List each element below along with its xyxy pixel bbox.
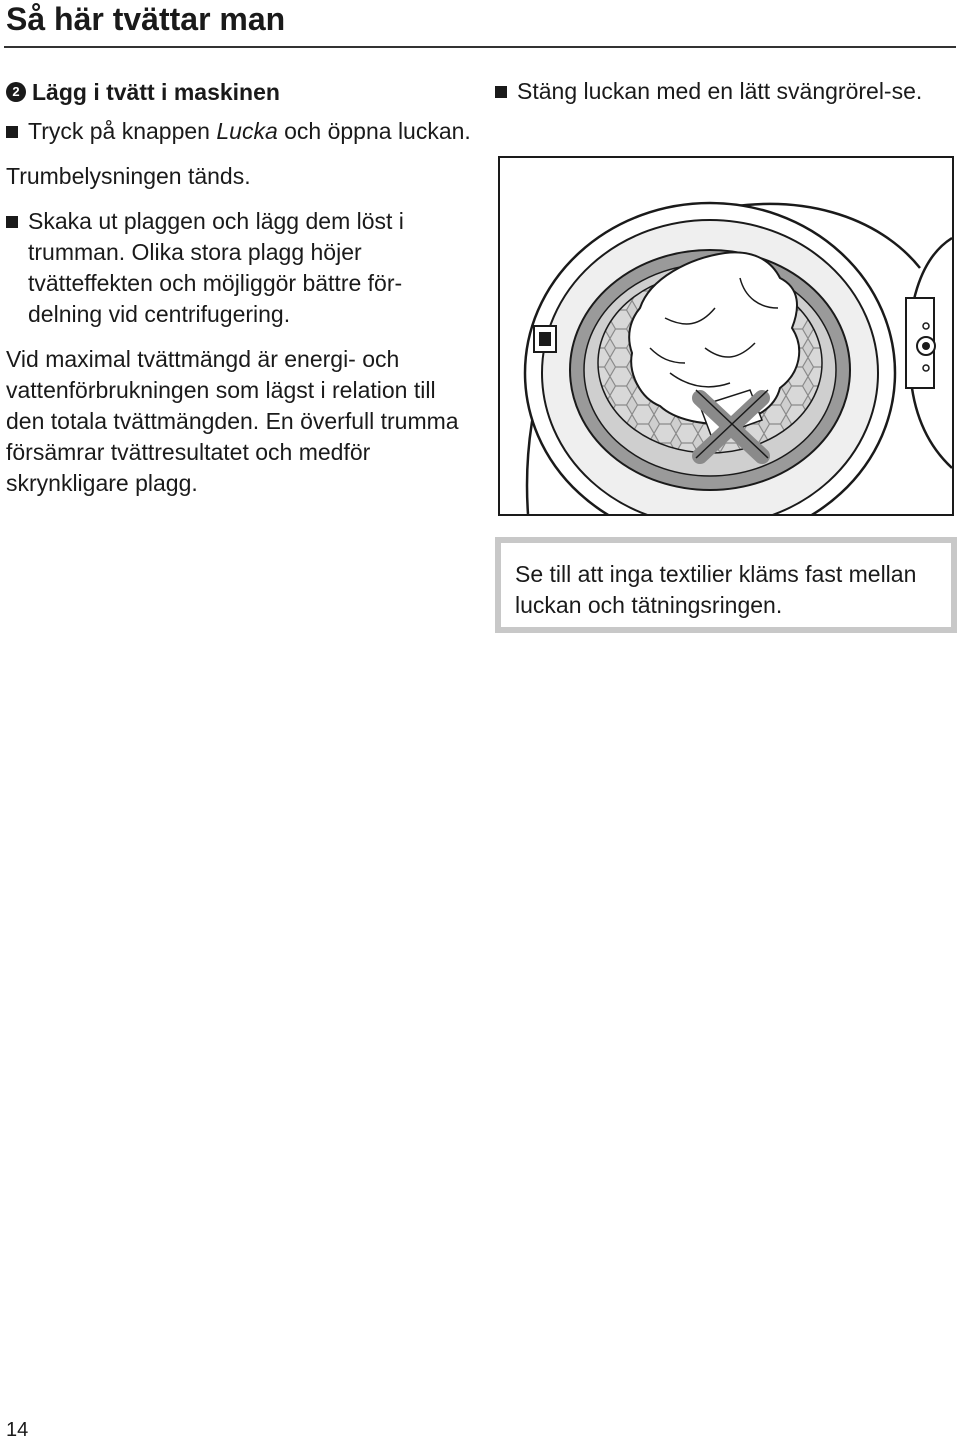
section-heading (6, 76, 476, 108)
step-number-badge: 2 (6, 82, 26, 102)
title-divider (4, 46, 956, 48)
bullet-open-door-suffix: och öppna luckan. (277, 118, 471, 144)
button-name-lucka: Lucka (216, 118, 278, 144)
section-heading-text: Lägg i tvätt i maskinen (32, 79, 280, 105)
load-info-paragraph: Vid maximal tvättmängd är energi- och vattenförbrukningen som lägst i relation till den totala tvättmängden. En överfull trumma försämrar tvättresultatet och medför skrynkligare plagg. (6, 346, 459, 496)
page-number: 14 (6, 1419, 29, 1441)
bullet-square-icon (6, 126, 18, 138)
warning-notice-box (495, 537, 957, 633)
left-column (6, 76, 476, 499)
drum-light-note: Trumbelysningen tänds. (6, 163, 251, 189)
bullet-open-door (6, 116, 476, 147)
drum-laundry-icon (500, 158, 952, 514)
bullet-open-door-prefix: Tryck på knappen (28, 118, 217, 144)
bullet-open-door-text (28, 116, 471, 147)
bullet-load-laundry (6, 206, 476, 330)
warning-notice-text: Se till att inga textilier kläms fast mellan luckan och tätningsringen. (515, 561, 917, 618)
bullet-square-icon (6, 216, 18, 228)
bullet-load-laundry-text: Skaka ut plaggen och lägg dem löst i trumman. Olika stora plagg höjer tvätteffekten och möjliggör bättre för-delning vid centrifugering. (28, 208, 404, 327)
washing-machine-illustration (498, 156, 954, 516)
bullet-close-door (495, 76, 955, 107)
bullet-square-icon (495, 86, 507, 98)
page-title: Så här tvättar man (6, 1, 286, 37)
bullet-close-door-text: Stäng luckan med en lätt svängrörel-se. (517, 78, 923, 104)
right-column (495, 76, 955, 121)
